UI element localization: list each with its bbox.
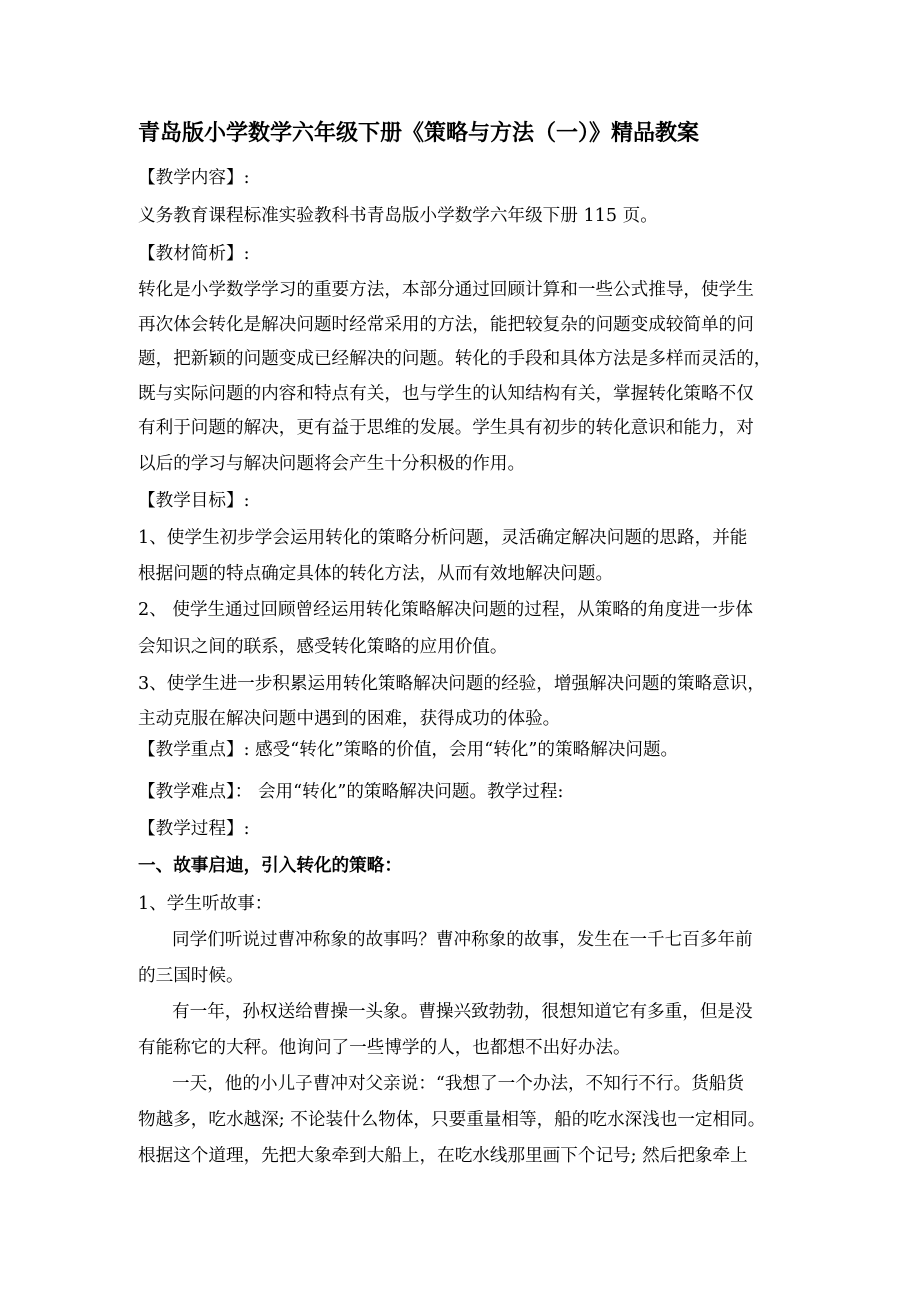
heading-teaching-content: 【教学内容】: <box>138 168 250 188</box>
paragraph-line: 物越多，吃水越深; 不论装什么物体，只要重量相等，船的吃水深浅也一定相同。 <box>138 1110 766 1130</box>
goal-item-1: 1、使学生初步学会运用转化的策略分析问题，灵活确定解决问题的思路，并能 <box>138 528 748 548</box>
paragraph-line: 会知识之间的联系，感受转化策略的应用价值。 <box>138 637 508 657</box>
paragraph-line: 以后的学习与解决问题将会产生十分积极的作用。 <box>138 454 526 474</box>
step-1: 1、学生听故事： <box>138 894 273 914</box>
paragraph-line: 的三国时候。 <box>138 966 244 986</box>
heading-material-analysis: 【教材简析】: <box>138 244 250 264</box>
paragraph-line: 主动克服在解决问题中遇到的困难，获得成功的体验。 <box>138 709 561 729</box>
story-paragraph-2: 有一年，孙权送给曹操一头象。曹操兴致勃勃，很想知道它有多重，但是没 <box>172 1002 753 1022</box>
document-title: 青岛版小学数学六年级下册《策略与方法（一）》精品教案 <box>138 121 700 146</box>
paragraph-line: 有能称它的大秤。他询问了一些博学的人，也都想不出好办法。 <box>138 1038 631 1058</box>
paragraph-line: 既与实际问题的内容和特点有关，也与学生的认知结构有关，掌握转化策略不仅 <box>138 384 754 404</box>
story-paragraph-1: 同学们听说过曹冲称象的故事吗？曹冲称象的故事，发生在一千七百多年前 <box>172 930 753 950</box>
heading-teaching-goals: 【教学目标】: <box>138 491 250 511</box>
heading-teaching-process: 【教学过程】: <box>138 819 250 839</box>
section-heading-1: 一、故事启迪，引入转化的策略： <box>138 856 402 876</box>
paragraph-line: 根据问题的特点确定具体的转化方法，从而有效地解决问题。 <box>138 564 614 584</box>
paragraph-line: 根据这个道理，先把大象牵到大船上，在吃水线那里画下个记号; 然后把象牵上 <box>138 1146 748 1166</box>
paragraph-line: 义务教育课程标准实验教科书青岛版小学数学六年级下册 115 页。 <box>138 206 658 226</box>
story-paragraph-3: 一天，他的小儿子曹冲对父亲说：“我想了一个办法，不知行不行。货船货 <box>172 1074 744 1094</box>
paragraph-line: 题，把新颖的问题变成已经解决的问题。转化的手段和具体方法是多样而灵活的， <box>138 349 772 369</box>
paragraph-line: 有利于问题的解决，更有益于思维的发展。学生具有初步的转化意识和能力，对 <box>138 418 754 438</box>
goal-item-2: 2、 使学生通过回顾曾经运用转化策略解决问题的过程，从策略的角度进一步体 <box>138 600 753 620</box>
paragraph-line: 再次体会转化是解决问题时经常采用的方法，能把较复杂的问题变成较简单的问 <box>138 315 754 335</box>
paragraph-line: 转化是小学数学学习的重要方法，本部分通过回顾计算和一些公式推导，使学生 <box>138 280 754 300</box>
teaching-focus: 【教学重点】: 感受“转化”策略的价值，会用“转化”的策略解决问题。 <box>138 740 679 760</box>
goal-item-3: 3、使学生进一步积累运用转化策略解决问题的经验，增强解决问题的策略意识， <box>138 674 765 694</box>
teaching-difficulty: 【教学难点】： 会用“转化”的策略解决问题。教学过程: <box>138 782 564 802</box>
